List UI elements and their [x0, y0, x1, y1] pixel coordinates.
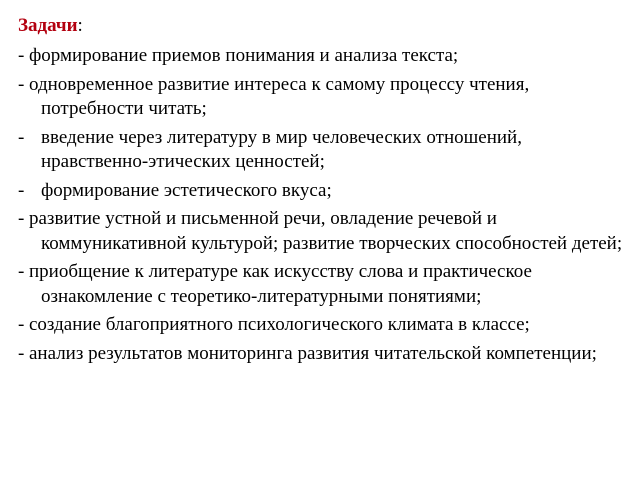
list-item — [18, 179, 630, 204]
list-item-text: создание благоприятного психологического климата в классе; — [29, 314, 530, 335]
list-item-text: одновременное развитие интереса к самому процессу чтения, потребности читать; — [29, 73, 530, 119]
list-item-text: развитие устной и письменной речи, овладение речевой и коммуникативной культурой; развитие творческих способностей детей; — [29, 208, 623, 254]
list-item — [18, 73, 630, 122]
heading-title: Задачи — [18, 15, 78, 36]
tasks-list — [18, 44, 630, 366]
dash-marker: - — [18, 45, 25, 66]
list-item-text: анализ результатов мониторинга развития читательской компетенции; — [29, 342, 597, 364]
dash-marker: - — [18, 342, 25, 364]
dash-marker: - — [18, 126, 25, 148]
dash-marker: - — [18, 179, 25, 201]
list-item — [18, 44, 630, 69]
dash-marker: - — [18, 208, 25, 229]
list-item — [18, 207, 630, 256]
dash-marker: - — [18, 73, 25, 95]
list-item — [18, 260, 630, 309]
dash-marker: - — [18, 261, 25, 282]
list-item-text: приобщение к литературе как искусству слова и практическое ознакомление с теоретико-литературными понятиями; — [29, 261, 532, 307]
list-item-text: формирование приемов понимания и анализа текста; — [29, 45, 459, 66]
list-item — [18, 342, 630, 367]
dash-marker: - — [18, 314, 25, 335]
list-item — [18, 313, 630, 338]
tasks-heading — [18, 14, 630, 38]
list-item-text: введение через литературу в мир человеческих отношений, нравственно-этических ценностей; — [41, 126, 522, 172]
heading-colon: : — [77, 15, 83, 36]
list-item-text: формирование эстетического вкуса; — [41, 179, 332, 201]
list-item — [18, 126, 630, 175]
